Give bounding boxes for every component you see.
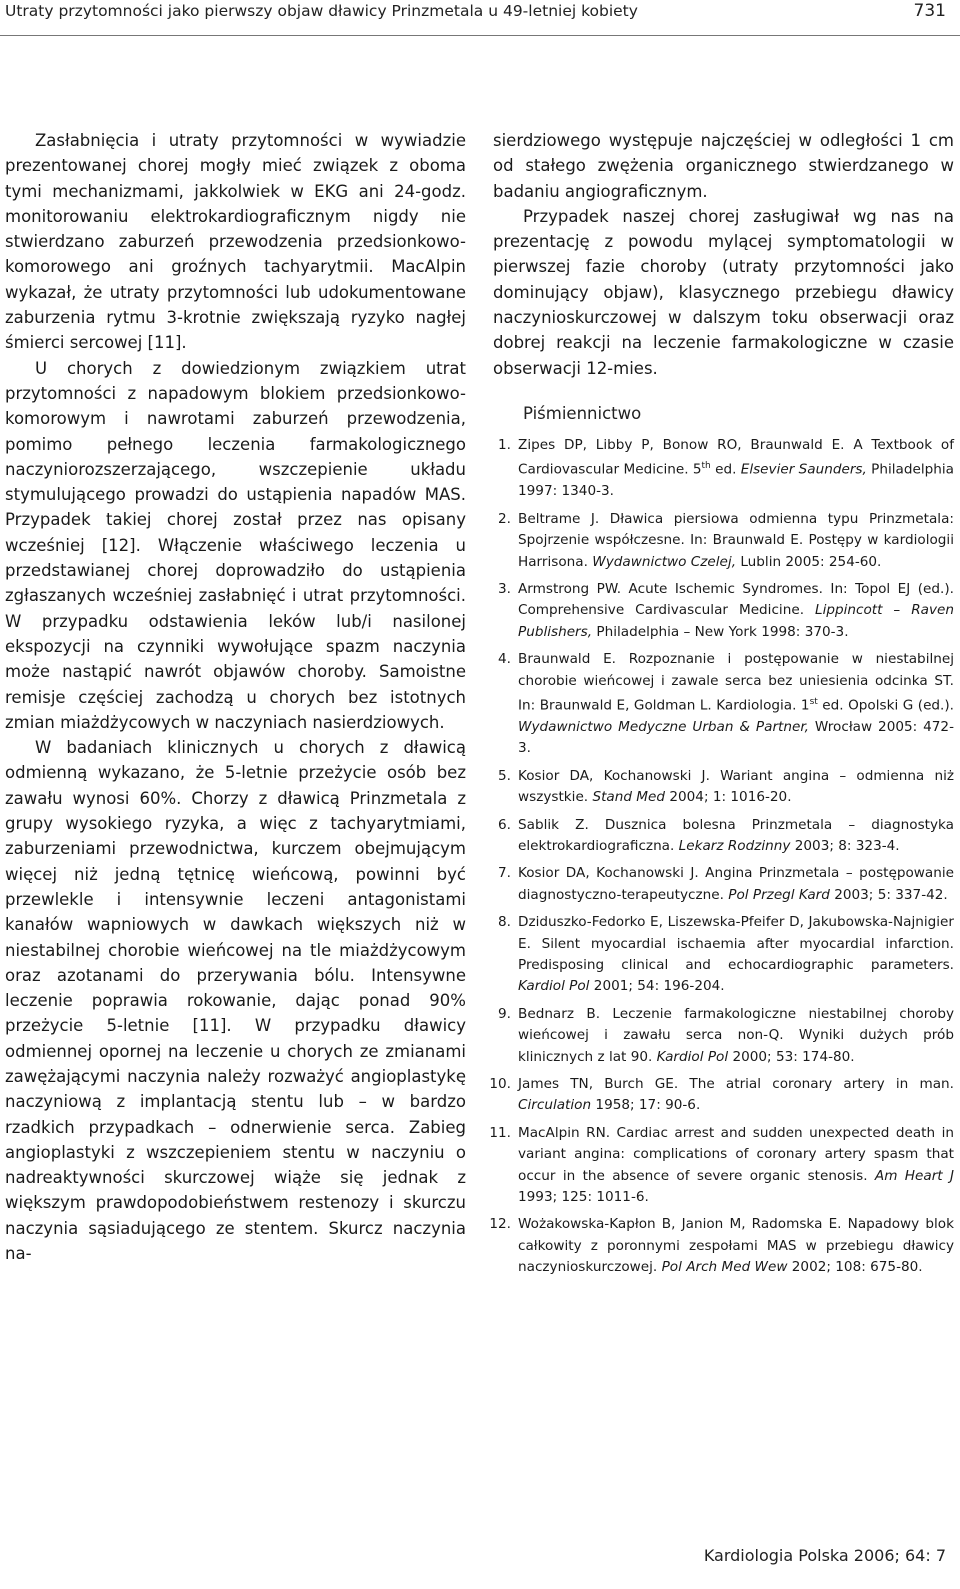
reference-text bbox=[515, 1004, 954, 1068]
reference-text bbox=[515, 579, 954, 643]
reference-number: 3. bbox=[498, 580, 511, 597]
page-number: 731 bbox=[913, 1, 946, 21]
body-paragraph: W badaniach klinicznych u chorych z dławicą odmienną wykazano, że 5-letnie przeżycie osób bez zawału wynosi 60%. Chorzy z dławicą Prinzmetala z grupy wysokiego ryzyka, a więc z tachyarytmiami, zaburzeniami przewodnictwa, kurczem obejmującym więcej niż jedną tętnicę wieńcową, powinni być przewlekle i intensywnie leczeni antagonistami kanałów wapniowych w dawkach większych niż w niestabilnej chorobie wieńcowej na tle miażdżycowym oraz azotanami do przerywania bólu. Intensywne leczenie poprawia rokowanie, dając ponad 90% przeżycie 5-letnie [11]. W przypadku dławicy odmiennej opornej na leczenie u chorych ze zmianami zawężającymi naczynia należy rozważyć angioplastykę naczyniową z implantacją stentu lub – w bardzo rzadkich przypadkach – odnerwienie serca. Zabieg angioplastyki z wszczepieniem stentu w naczyniu o nadreaktywności skurczowej wiąże się jednak z większym prawdopodobieństwem restenozy i skurczu naczynia sąsiadującego ze stentem. Skurcz naczynia na- bbox=[5, 738, 466, 1264]
reference-text-part: Wrocław 2005: 472-3. bbox=[518, 718, 954, 757]
reference-text-part: Braunwald E. Rozpoznanie i postępowanie w niestabilnej chorobie wieńcowej i zawale serca bez uniesienia odcinka ST. In: Braunwald E, Goldman L. Kardiologia. 1 bbox=[518, 651, 954, 714]
reference-text-part: 1958; 17: 90-6. bbox=[591, 1097, 701, 1114]
reference-source: Kardiol Pol bbox=[656, 1048, 729, 1065]
left-column bbox=[5, 128, 466, 1266]
body-paragraph-continuation: sierdziowego występuje najczęściej w odległości 1 cm od stałego zwężenia organicznego stwierdzanego w badaniu angiograficznym. bbox=[493, 131, 954, 201]
reference-source: Stand Med bbox=[592, 789, 666, 806]
reference-number: 11. bbox=[489, 1124, 511, 1141]
reference-text bbox=[515, 1214, 954, 1278]
reference-text bbox=[515, 1074, 954, 1117]
reference-text-part: 2003; 5: 337-42. bbox=[829, 886, 948, 903]
reference-text-part: Armstrong PW. Acute Ischemic Syndromes. In: Topol EJ (ed.). Comprehensive Cardivascular Medicine. bbox=[518, 580, 954, 619]
reference-item bbox=[493, 649, 954, 760]
reference-source: Pol Przegl Kard bbox=[728, 886, 830, 903]
reference-text-part: Kosior DA, Kochanowski J. Angina Prinzmetala – postępowanie diagnostyczno-terapeutyczne. bbox=[518, 865, 954, 903]
body-paragraph: U chorych z dowiedzionym związkiem utrat przytomności z napadowym blokiem przedsionkowo-komorowym i nawrotami zaburzeń przewodzenia, pomimo pełnego leczenia farmakologicznego naczyniorozszerzającego, wszczepienie układu stymulującego prowadzi do ustąpienia napadów MAS. Przypadek takiej chorej został przez nas opisany wcześniej [12]. Włączenie właściwego leczenia u przedstawianej chorej doprowadziło do ustąpienia zgłaszanych wcześniej zasłabnięć i utrat przytomności. W przypadku odstawienia leków lub/i nasilonej ekspozycji na czynniki wywołujące spazm naczynia może nastąpić nawrót objawów choroby. Samoistne remisje częściej zachodzą u chorych bez istotnych zmian miażdżycowych w naczyniach nasierdziowych. bbox=[5, 358, 466, 732]
reference-superscript: th bbox=[701, 461, 711, 472]
reference-source: Lekarz Rodzinny bbox=[678, 837, 791, 854]
body-paragraph: Zasłabnięcia i utraty przytomności w wywiadzie prezentowanej chorej mogły mieć związek z oboma tymi mechanizmami, jakkolwiek w EKG ani 24-godz. monitorowaniu elektrokardiograficznym nigdy nie stwierdzano zaburzeń przewodzenia przedsionkowo-komorowego ani groźnych tachyarytmii. MacAlpin wykazał, że utraty przytomności lub udokumentowane zaburzenia rytmu 3-krotnie zwiększają ryzyko nagłej śmierci sercowej [11]. bbox=[5, 131, 466, 353]
reference-number: 5. bbox=[498, 767, 511, 784]
reference-text bbox=[515, 649, 954, 760]
reference-number: 1. bbox=[498, 436, 511, 453]
reference-number: 10. bbox=[489, 1076, 511, 1092]
reference-source: Am Heart J bbox=[874, 1167, 954, 1184]
page-header bbox=[0, 0, 960, 50]
reference-text-part: 2003; 8: 323-4. bbox=[790, 837, 900, 854]
reference-item bbox=[493, 815, 954, 858]
reference-text-part: Philadelphia – New York 1998: 370-3. bbox=[592, 623, 849, 640]
header-divider bbox=[0, 35, 960, 36]
reference-text-part: MacAlpin RN. Cardiac arrest and sudden unexpected death in variant angina: complications of coronary artery spasm that occur in the absence of severe organic stenosis. bbox=[518, 1124, 954, 1184]
reference-text bbox=[515, 1123, 954, 1209]
reference-number: 7. bbox=[498, 865, 511, 882]
reference-text-part: James TN, Burch GE. The atrial coronary artery in man. bbox=[518, 1076, 954, 1092]
reference-text bbox=[515, 766, 954, 809]
right-column bbox=[489, 128, 955, 1285]
reference-text-part: ed. bbox=[710, 461, 741, 478]
reference-item bbox=[489, 1123, 954, 1209]
reference-text-part: Sablik Z. Dusznica bolesna Prinzmetala – diagnostyka elektrokardiograficzna. bbox=[518, 816, 954, 854]
reference-text-part: 2000; 53: 174-80. bbox=[728, 1048, 855, 1065]
reference-text-part: Lublin 2005: 254-60. bbox=[736, 553, 882, 570]
reference-source: Wydawnictwo Czelej, bbox=[592, 553, 737, 570]
reference-text-part: Beltrame J. Dławica piersiowa odmienna typu Prinzmetala: Spojrzenie współczesne. In: Braunwald E. Postępy w kardiologii Harrisona. bbox=[518, 510, 954, 570]
reference-text-part: 2002; 108: 675-80. bbox=[787, 1259, 923, 1276]
reference-text bbox=[515, 863, 954, 906]
reference-item bbox=[493, 579, 954, 643]
reference-item bbox=[493, 766, 954, 809]
reference-source: Wydawnictwo Medyczne Urban & Partner, bbox=[518, 718, 809, 735]
reference-item bbox=[493, 912, 954, 998]
reference-text bbox=[515, 435, 954, 503]
reference-item bbox=[489, 1214, 954, 1278]
reference-item bbox=[493, 435, 954, 503]
reference-item bbox=[489, 1074, 954, 1117]
reference-number: 2. bbox=[498, 510, 511, 527]
reference-source: Kardiol Pol bbox=[518, 978, 590, 995]
reference-number: 12. bbox=[489, 1216, 511, 1233]
reference-text bbox=[515, 509, 954, 573]
reference-text-part: Zipes DP, Libby P, Bonow RO, Braunwald E. A Textbook of Cardiovascular Medicine. 5 bbox=[518, 436, 954, 478]
reference-text-part: Kosior DA, Kochanowski J. Wariant angina – odmienna niż wszystkie. bbox=[518, 767, 954, 806]
reference-number: 4. bbox=[498, 651, 511, 668]
reference-text bbox=[515, 912, 954, 998]
body-paragraph: Przypadek naszej chorej zasługiwał wg nas na prezentację z powodu mylącej symptomatologii w pierwszej fazie choroby (utraty przytomności jako dominujący objaw), klasycznego przebiegu dławicy naczynioskurczowej w dalszym toku obserwacji oraz dobrej reakcji na leczenie farmakologiczne w czasie obserwacji 12-mies. bbox=[493, 206, 954, 378]
reference-number: 8. bbox=[498, 914, 511, 931]
reference-text-part: Dziduszko-Fedorko E, Liszewska-Pfeifer D, Jakubowska-Najnigier E. Silent myocardial ischaemia after myocardial infarction. Predisposing clinical and echocardiographic parameters. bbox=[518, 914, 954, 973]
reference-source: Elsevier Saunders, bbox=[740, 461, 867, 478]
reference-text-part: 2001; 54: 196-204. bbox=[589, 978, 725, 995]
references-heading: Piśmiennictwo bbox=[523, 403, 642, 423]
reference-text-part: 1993; 125: 1011-6. bbox=[518, 1189, 649, 1206]
reference-item bbox=[493, 509, 954, 573]
reference-item bbox=[493, 863, 954, 906]
reference-text-part: 2004; 1: 1016-20. bbox=[665, 789, 792, 806]
reference-source: Pol Arch Med Wew bbox=[661, 1259, 788, 1276]
reference-superscript: st bbox=[809, 696, 818, 707]
journal-citation: Kardiologia Polska 2006; 64: 7 bbox=[703, 1546, 946, 1565]
running-title: Utraty przytomności jako pierwszy objaw dławicy Prinzmetala u 49-letniej kobiety bbox=[5, 2, 638, 20]
reference-text-part: Philadelphia 1997: 1340-3. bbox=[518, 461, 954, 500]
reference-text-part: Wożakowska-Kapłon B, Janion M, Radomska E. Napadowy blok całkowity z poronnymi zespołami MAS w przebiegu dławicy naczynioskurczowej. bbox=[518, 1216, 954, 1276]
reference-number: 9. bbox=[498, 1005, 511, 1022]
reference-source: Circulation bbox=[518, 1097, 592, 1114]
reference-source: Lippincott – Raven Publishers, bbox=[518, 602, 954, 640]
reference-text bbox=[515, 815, 954, 858]
reference-text-part: ed. Opolski G (ed.). bbox=[817, 697, 955, 714]
references-list bbox=[489, 435, 955, 1279]
reference-item bbox=[493, 1004, 954, 1068]
reference-number: 6. bbox=[498, 816, 511, 833]
reference-text-part: Bednarz B. Leczenie farmakologiczne niestabilnej choroby wieńcowej i zawału serca non-Q. Wyniki dużych prób klinicznych z lat 90. bbox=[518, 1005, 954, 1065]
